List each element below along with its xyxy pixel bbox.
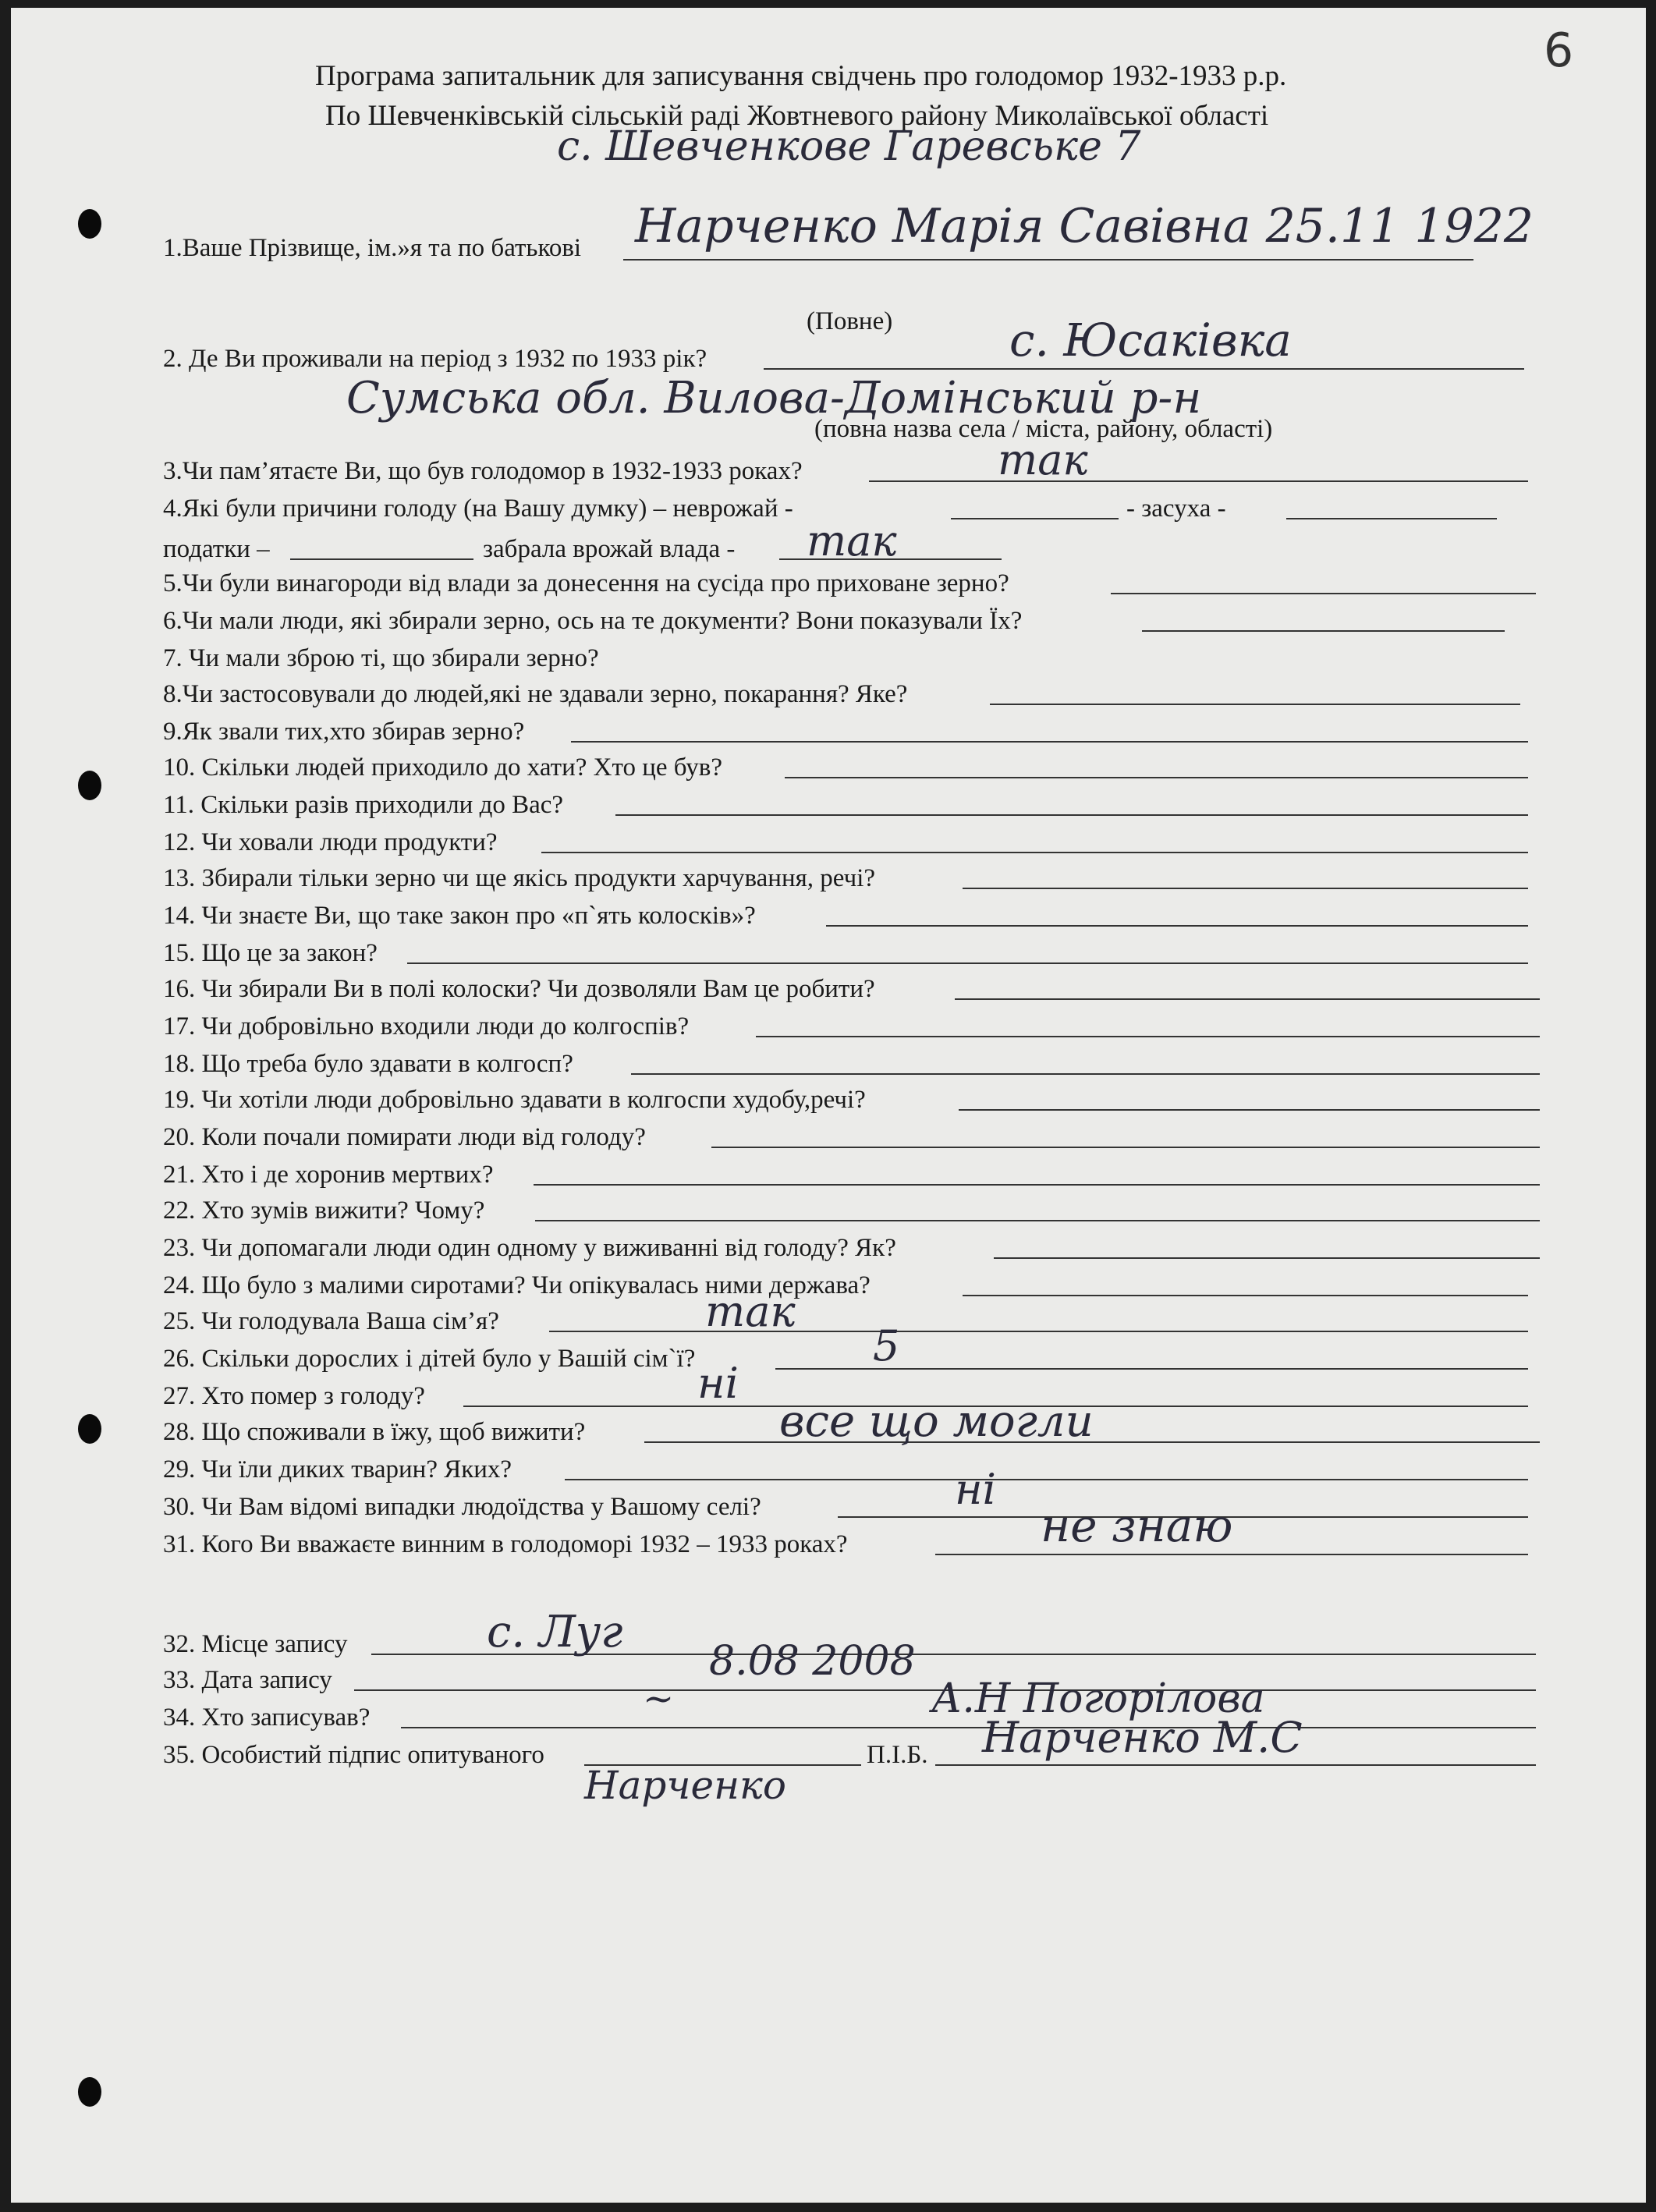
answer-line-1 [623, 259, 1473, 261]
question-30: 30. Чи Вам відомі випадки людоїдства у Вашому селі? [163, 1493, 761, 1521]
document-page [11, 8, 1646, 2203]
question-2: 2. Де Ви проживали на період з 1932 по 1933 рік? [163, 345, 707, 373]
question-32: 32. Місце запису [163, 1630, 348, 1658]
answer-line-4b [1286, 518, 1497, 519]
answer-4: так [807, 516, 897, 565]
hint-place: (повна назва села / міста, району, області) [814, 415, 1273, 443]
answer-line-8 [990, 704, 1520, 705]
answer-line-25 [549, 1331, 1528, 1332]
question-27: 27. Хто помер з голоду? [163, 1382, 425, 1410]
answer-line-6 [1142, 630, 1505, 632]
answer-line-9 [571, 741, 1528, 743]
answer-26: 5 [873, 1321, 900, 1370]
answer-31: не знаю [1041, 1499, 1233, 1552]
question-24: 24. Що було з малими сиротами? Чи опікувалась ними держава? [163, 1271, 871, 1299]
question-33: 33. Дата запису [163, 1666, 332, 1694]
answer-line-13 [963, 888, 1528, 889]
question-11: 11. Скільки разів приходили до Вас? [163, 791, 564, 819]
answer-2: с. Юсаківка [1009, 314, 1292, 367]
question-4-harvest: забрала врожай влада - [483, 535, 736, 563]
answer-line-17 [756, 1036, 1540, 1037]
respondent-signature: Нарченко [584, 1763, 787, 1808]
answer-line-18 [631, 1073, 1540, 1075]
answer-30: ні [955, 1465, 996, 1514]
answer-line-29 [565, 1479, 1528, 1480]
binder-hole [78, 209, 101, 239]
answer-32: с. Луг [487, 1607, 623, 1657]
binder-hole [78, 1414, 101, 1444]
question-4-taxes: податки – [163, 535, 270, 563]
answer-line-35 [935, 1764, 1536, 1766]
answer-line-21 [534, 1184, 1540, 1186]
answer-33: 8.08 2008 [709, 1638, 916, 1685]
header-subtitle: По Шевченківській сільській раді Жовтневого району Миколаївської області [325, 100, 1269, 132]
answer-line-22 [535, 1220, 1540, 1221]
question-7: 7. Чи мали зброю ті, що збирали зерно? [163, 644, 599, 672]
answer-line-19 [959, 1109, 1540, 1111]
answer-line-14 [826, 925, 1528, 927]
answer-line-16 [955, 998, 1540, 1000]
answer-line-34 [401, 1727, 1536, 1728]
answer-27: ні [697, 1359, 739, 1408]
answer-line-31 [935, 1554, 1528, 1555]
question-10: 10. Скільки людей приходило до хати? Хто це був? [163, 753, 723, 782]
question-35: 35. Особистий підпис опитуваного [163, 1741, 544, 1769]
answer-line-5 [1111, 593, 1536, 594]
answer-25: так [705, 1287, 796, 1336]
question-9: 9.Як звали тих,хто збирав зерно? [163, 718, 525, 746]
answer-34: А.Н Погорілова [931, 1675, 1265, 1722]
answer-line-20 [711, 1147, 1540, 1148]
question-26: 26. Скільки дорослих і дітей було у Вашій сім`ї? [163, 1345, 696, 1373]
question-14: 14. Чи знаєте Ви, що таке закон про «п`ять колосків»? [163, 902, 756, 930]
question-18: 18. Що треба було здавати в колгосп? [163, 1050, 573, 1078]
answer-line-3 [869, 480, 1528, 482]
answer-2-region: Сумська обл. Вилова-Домінський р-н [346, 373, 1202, 424]
header-title: Програма запитальник для записування свідчень про голодомор 1932-1933 р.р. [315, 60, 1287, 92]
question-13: 13. Збирали тільки зерно чи ще якісь продукти харчування, речі? [163, 864, 876, 892]
question-28: 28. Що споживали в їжу, щоб вижити? [163, 1418, 586, 1446]
question-4-drought: - засуха - [1126, 495, 1226, 523]
answer-35: Нарченко М.С [982, 1713, 1303, 1762]
question-5: 5.Чи були винагороди від влади за донесення на сусіда про приховане зерно? [163, 569, 1009, 597]
answer-line-11 [615, 814, 1528, 816]
answer-line-4c [290, 558, 473, 560]
question-19: 19. Чи хотіли люди добровільно здавати в колгоспи худобу,речі? [163, 1086, 866, 1114]
answer-line-23 [994, 1257, 1540, 1259]
question-17: 17. Чи добровільно входили люди до колгоспів? [163, 1012, 690, 1040]
binder-hole [78, 2077, 101, 2107]
answer-3: так [998, 435, 1088, 484]
recorder-signature-mark: ~ [643, 1677, 675, 1721]
answer-line-2 [764, 368, 1524, 370]
question-16: 16. Чи збирали Ви в полі колоски? Чи дозволяли Вам це робити? [163, 975, 875, 1003]
answer-line-15 [407, 962, 1528, 964]
answer-28: все що могли [779, 1396, 1094, 1447]
question-1: 1.Ваше Прізвище, ім.»я та по батькові [163, 234, 582, 262]
question-29: 29. Чи їли диких тварин? Яких? [163, 1455, 512, 1484]
question-8: 8.Чи застосовували до людей,які не здавали зерно, покарання? Яке? [163, 680, 908, 708]
question-6: 6.Чи мали люди, які збирали зерно, ось на те документи? Вони показували Їх? [163, 607, 1023, 635]
answer-line-4a [951, 518, 1119, 519]
question-34: 34. Хто записував? [163, 1703, 371, 1732]
question-3: 3.Чи пам’ятаєте Ви, що був голодомор в 1932-1933 роках? [163, 457, 803, 485]
question-23: 23. Чи допомагали люди один одному у виживанні від голоду? Як? [163, 1234, 896, 1262]
answer-1: Нарченко Марія Савівна 25.11 1922 [635, 199, 1534, 253]
hint-full: (Повне) [807, 307, 893, 335]
question-25: 25. Чи голодувала Ваша сім’я? [163, 1307, 499, 1335]
top-handwritten-note: с. Шевченкове Гаревське 7 [557, 123, 1141, 170]
answer-line-12 [541, 852, 1528, 853]
question-15: 15. Що це за закон? [163, 939, 378, 967]
question-12: 12. Чи ховали люди продукти? [163, 828, 498, 856]
question-31: 31. Кого Ви вважаєте винним в голодоморі 1932 – 1933 роках? [163, 1530, 848, 1558]
answer-line-24 [963, 1295, 1528, 1296]
question-4: 4.Які були причини голоду (на Вашу думку) – неврожай - [163, 495, 793, 523]
question-22: 22. Хто зумів вижити? Чому? [163, 1196, 485, 1225]
question-21: 21. Хто і де хоронив мертвих? [163, 1161, 494, 1189]
page-number: 6 [1544, 23, 1574, 78]
binder-hole [78, 771, 101, 800]
question-35-name-label: П.І.Б. [867, 1741, 928, 1769]
answer-line-10 [785, 777, 1528, 778]
question-20: 20. Коли почали помирати люди від голоду? [163, 1123, 646, 1151]
